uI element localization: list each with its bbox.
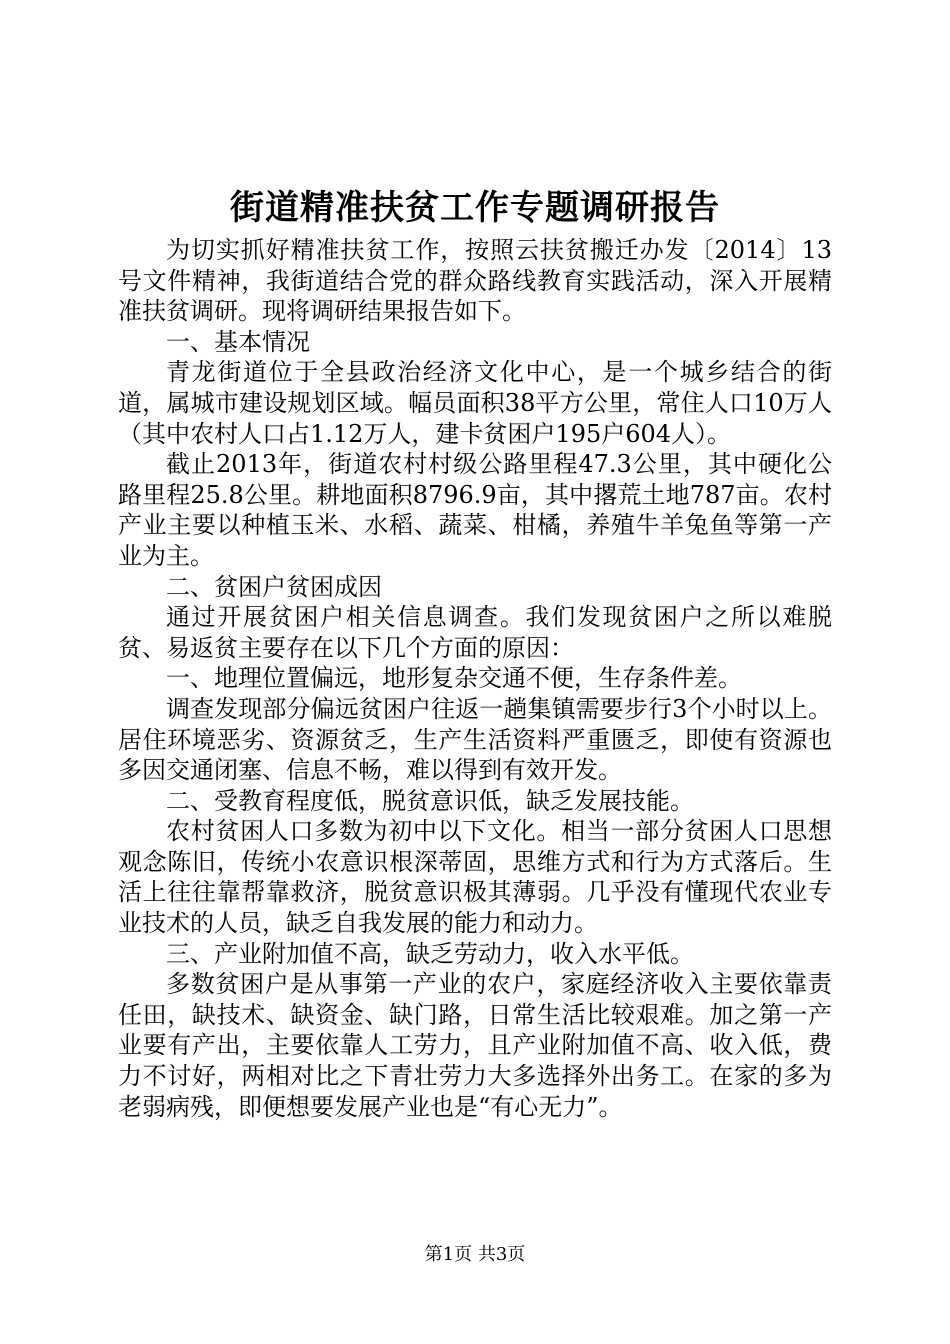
subheading-cause-3: 三、产业附加值不高，缺乏劳动力，收入水平低。 <box>166 939 694 968</box>
document-title: 街道精准扶贫工作专题调研报告 <box>230 188 720 228</box>
paragraph-cause-2: 农村贫困人口多数为初中以下文化。相当一部分贫困人口思想观念陈旧，传统小农意识根深蒂固，思维方式和行为方式落后。生活上往往靠帮靠救济，脱贫意识极其薄弱。几乎没有懂现代农业专业技术的人员，缺乏自我发展的能力和动力。 <box>118 817 832 938</box>
section-heading-basic-situation: 一、基本情况 <box>166 327 310 356</box>
document-body <box>118 235 832 1122</box>
paragraph-cause-1: 调查发现部分偏远贫困户往返一趟集镇需要步行3个小时以上。居住环境恶劣、资源贫乏，生产生活资料严重匮乏，即使有资源也多因交通闭塞、信息不畅，难以得到有效开发。 <box>118 694 832 785</box>
section-heading-poverty-causes: 二、贫困户贫困成因 <box>166 572 382 601</box>
paragraph-basic-situation-2: 截止2013年，街道农村村级公路里程47.3公里，其中硬化公路里程25.8公里。耕地面积8796.9亩，其中撂荒土地787亩。农村产业主要以种植玉米、水稻、蔬菜、柑橘，养殖牛羊兔鱼等第一产业为主。 <box>118 450 832 570</box>
paragraph-intro: 为切实抓好精准扶贫工作，按照云扶贫搬迁办发〔2014〕13号文件精神，我街道结合党的群众路线教育实践活动，深入开展精准扶贫调研。现将调研结果报告如下。 <box>118 236 832 326</box>
paragraph-poverty-causes-intro: 通过开展贫困户相关信息调查。我们发现贫困户之所以难脱贫、易返贫主要存在以下几个方面的原因： <box>118 603 832 662</box>
paragraph-cause-3: 多数贫困户是从事第一产业的农户，家庭经济收入主要依靠责任田，缺技术、缺资金、缺门路，日常生活比较艰难。加之第一产业要有产出，主要依靠人工劳力，且产业附加值不高、收入低，费力不讨好，两相对比之下青壮劳力大多选择外出务工。在家的多为老弱病残，即便想要发展产业也是“有心无力”。 <box>118 970 832 1121</box>
page-footer: 第1页 共3页 <box>424 1244 526 1265</box>
subheading-cause-1: 一、地理位置偏远，地形复杂交通不便，生存条件差。 <box>166 664 742 693</box>
subheading-cause-2: 二、受教育程度低，脱贫意识低，缺乏发展技能。 <box>166 786 694 815</box>
paragraph-basic-situation-1: 青龙街道位于全县政治经济文化中心，是一个城乡结合的街道，属城市建设规划区域。幅员面积38平方公里，常住人口10万人（其中农村人口占1.12万人，建卡贫困户195户604人）。 <box>118 358 832 448</box>
